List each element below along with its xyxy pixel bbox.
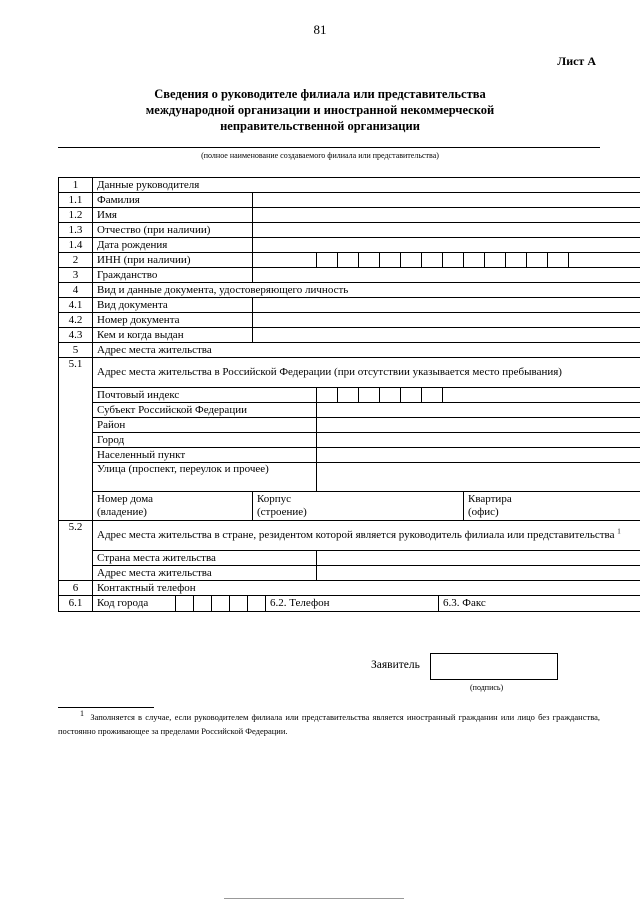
inn-digit-box[interactable] (317, 253, 338, 268)
row-number: 5 (59, 343, 93, 358)
city-code-label: Код города (93, 596, 176, 611)
row-label: Адрес места жительства (93, 343, 640, 358)
inn-digit-box[interactable] (422, 253, 443, 268)
phone-label[interactable]: 6.2. Телефон (266, 596, 439, 611)
row-subject (59, 403, 640, 418)
leader-info-table (58, 177, 640, 612)
footnote-divider (58, 707, 154, 708)
name-label: Имя (93, 208, 253, 223)
row-district (59, 418, 640, 433)
inn-digit-box[interactable] (485, 253, 506, 268)
doc-issued-label: Кем и когда выдан (93, 328, 253, 343)
foreign-address-field-label: Адрес места жительства (93, 566, 317, 581)
row-locality (59, 448, 640, 463)
city-code-box[interactable] (248, 596, 266, 611)
house-label: Номер дома (97, 493, 153, 505)
row-house (59, 492, 640, 521)
country-field[interactable] (317, 551, 640, 566)
row-number: 1.1 (59, 193, 93, 208)
inn-spacer (569, 253, 640, 268)
inn-spacer (253, 253, 317, 268)
locality-field[interactable] (317, 448, 640, 463)
row-foreign-address (59, 566, 640, 581)
postal-label: Почтовый индекс (93, 388, 317, 403)
building-label: Корпус (257, 493, 292, 505)
postal-rest (443, 388, 640, 403)
row-label: Вид и данные документа, удостоверяющего личность (93, 283, 640, 298)
inn-digit-box[interactable] (338, 253, 359, 268)
row-number: 6.1 (59, 596, 93, 612)
city-code-box[interactable] (176, 596, 194, 611)
row-number: 1.3 (59, 223, 93, 238)
phone-row-cell (93, 596, 640, 612)
patronymic-label: Отчество (при наличии) (93, 223, 253, 238)
doc-number-field[interactable] (253, 313, 640, 328)
building-cell[interactable] (253, 492, 464, 521)
row-street (59, 463, 640, 492)
title-line-1: Сведения о руководителе филиала или представительства (154, 87, 486, 101)
row-number: 1.2 (59, 208, 93, 223)
row-1 (59, 178, 640, 193)
row-6 (59, 581, 640, 596)
postal-digit-box[interactable] (422, 388, 443, 403)
citizenship-label: Гражданство (93, 268, 253, 283)
building-label-2: (строение) (257, 506, 307, 518)
inn-digit-box[interactable] (401, 253, 422, 268)
locality-label: Населенный пункт (93, 448, 317, 463)
row-inn (59, 253, 640, 268)
row-doc-type (59, 298, 640, 313)
page-number: 81 (313, 22, 327, 37)
row-5-2 (59, 521, 640, 551)
city-label: Город (93, 433, 317, 448)
doc-type-label: Вид документа (93, 298, 253, 313)
inn-digit-box[interactable] (464, 253, 485, 268)
row-number: 3 (59, 268, 93, 283)
row-birth-date (59, 238, 640, 253)
street-label: Улица (проспект, переулок и прочее) (93, 463, 317, 492)
citizenship-field[interactable] (253, 268, 640, 283)
subject-label: Субъект Российской Федерации (93, 403, 317, 418)
row-number: 4.1 (59, 298, 93, 313)
title-line-2: международной организации и иностранной некоммерческой (145, 103, 495, 117)
row-doc-number (59, 313, 640, 328)
name-field[interactable] (253, 208, 640, 223)
country-label: Страна места жительства (93, 551, 317, 566)
postal-digit-box[interactable] (380, 388, 401, 403)
row-label: Контактный телефон (93, 581, 640, 596)
house-label-2: (владение) (97, 506, 147, 518)
apartment-cell[interactable] (464, 492, 640, 521)
row-number: 4.3 (59, 328, 93, 343)
footnote-ref: 1 (617, 527, 621, 536)
row-surname (59, 193, 640, 208)
footnote-text: Заполняется в случае, если руководителем филиала или представительства является иностранный гражданин или лицо без гражданства, постоянно проживающее за пределами Российской Федерации. (58, 712, 600, 736)
inn-digit-box[interactable] (359, 253, 380, 268)
row-number: 6 (59, 581, 93, 596)
row-4 (59, 283, 640, 298)
postal-digit-box[interactable] (401, 388, 422, 403)
row-number: 1.4 (59, 238, 93, 253)
foreign-address-label (93, 521, 640, 551)
row-number: 4.2 (59, 313, 93, 328)
foreign-address-field[interactable] (317, 566, 640, 581)
signature-field[interactable] (430, 653, 558, 680)
postal-digit-box[interactable] (317, 388, 338, 403)
city-code-box[interactable] (230, 596, 248, 611)
inn-digit-box[interactable] (548, 253, 569, 268)
row-country (59, 551, 640, 566)
row-citizenship (59, 268, 640, 283)
birth-date-label: Дата рождения (93, 238, 253, 253)
surname-field[interactable] (253, 193, 640, 208)
city-field[interactable] (317, 433, 640, 448)
foreign-address-text: Адрес места жительства в стране, резидентом которой является руководитель филиала или представительства (97, 529, 615, 541)
form-title (0, 86, 640, 134)
inn-label: ИНН (при наличии) (93, 253, 253, 268)
row-phone (59, 596, 640, 612)
row-5-1 (59, 358, 640, 388)
patronymic-field[interactable] (253, 223, 640, 238)
phone-row (93, 596, 640, 611)
row-number: 2 (59, 253, 93, 268)
row-city (59, 433, 640, 448)
row-5 (59, 343, 640, 358)
doc-number-label: Номер документа (93, 313, 253, 328)
row-label: Данные руководителя (93, 178, 640, 193)
inn-digit-box[interactable] (380, 253, 401, 268)
district-field[interactable] (317, 418, 640, 433)
row-postal (59, 388, 640, 403)
inn-digit-box[interactable] (527, 253, 548, 268)
inn-digit-box[interactable] (443, 253, 464, 268)
district-label: Район (93, 418, 317, 433)
sheet-label: Лист А (557, 54, 596, 68)
footnote (58, 710, 600, 738)
fax-label[interactable]: 6.3. Факс (443, 597, 486, 609)
applicant-label: Заявитель (371, 659, 420, 671)
surname-label: Фамилия (93, 193, 253, 208)
name-field-caption: (полное наименование создаваемого филиала или представительства) (201, 151, 439, 160)
subject-field[interactable] (317, 403, 640, 418)
row-number: 4 (59, 283, 93, 298)
birth-date-field[interactable] (253, 238, 640, 253)
title-line-3: неправительственной организации (220, 119, 420, 133)
inn-digit-box[interactable] (506, 253, 527, 268)
signature-caption: (подпись) (470, 683, 504, 692)
doc-type-field[interactable] (253, 298, 640, 313)
city-code-box[interactable] (212, 596, 230, 611)
postal-digit-box[interactable] (338, 388, 359, 403)
doc-issued-field[interactable] (253, 328, 640, 343)
row-patronymic (59, 223, 640, 238)
row-doc-issued (59, 328, 640, 343)
scan-edge-line (224, 898, 404, 899)
row-name (59, 208, 640, 223)
city-code-box[interactable] (194, 596, 212, 611)
row-number: 5.2 (59, 521, 93, 581)
footnote-mark: 1 (80, 709, 84, 719)
row-number: 1 (59, 178, 93, 193)
apartment-label: Квартира (468, 493, 512, 505)
street-field[interactable] (317, 463, 640, 492)
row-number: 5.1 (59, 358, 93, 521)
ru-address-label: Адрес места жительства в Российской Федерации (при отсутствии указывается место пребывания) (93, 358, 640, 388)
name-field-line[interactable] (58, 147, 600, 148)
house-cell[interactable] (93, 492, 253, 521)
postal-digit-box[interactable] (359, 388, 380, 403)
apartment-label-2: (офис) (468, 506, 499, 518)
